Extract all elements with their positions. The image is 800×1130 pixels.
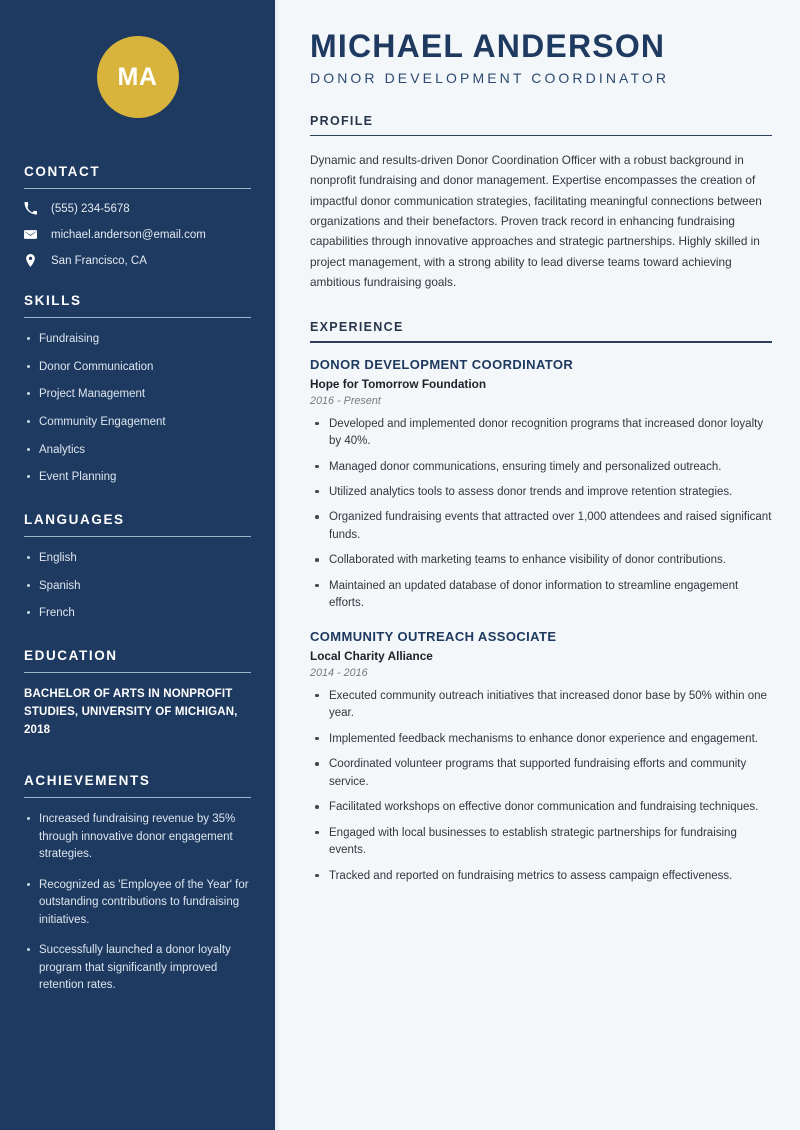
- avatar: [97, 36, 179, 118]
- sidebar-spacer: [24, 765, 251, 773]
- experience-entry: [310, 629, 772, 885]
- achievements-heading: ACHIEVEMENTS: [24, 773, 151, 789]
- achievements-divider: [24, 797, 251, 798]
- list-item: Executed community outreach initiatives that increased donor base by 50% within one year.: [310, 688, 772, 723]
- job-company: Local Charity Alliance: [310, 648, 433, 663]
- job-title: COMMUNITY OUTREACH ASSOCIATE: [310, 628, 557, 644]
- education-divider: [24, 672, 251, 673]
- list-item: Organized fundraising events that attracted over 1,000 attendees and raised significant funds.: [310, 509, 772, 544]
- achievements-section: [24, 773, 251, 994]
- list-item: English: [24, 550, 251, 567]
- list-item: Implemented feedback mechanisms to enhance donor experience and engagement.: [310, 731, 772, 748]
- list-item: Community Engagement: [24, 414, 251, 431]
- avatar-initials: MA: [117, 62, 158, 91]
- job-bullet-list: [310, 688, 772, 885]
- list-item: French: [24, 605, 251, 622]
- list-item: Tracked and reported on fundraising metrics to assess campaign effectiveness.: [310, 868, 772, 885]
- location-pin-icon: [24, 254, 42, 267]
- list-item: Facilitated workshops on effective donor communication and fundraising techniques.: [310, 799, 772, 816]
- contact-location-row[interactable]: [24, 254, 251, 267]
- profile-section: [310, 114, 772, 292]
- job-dates: 2016 - Present: [310, 394, 381, 407]
- education-entry: BACHELOR OF ARTS IN NONPROFIT STUDIES, UNIVERSITY OF MICHIGAN, 2018: [24, 688, 238, 736]
- contact-section: [24, 164, 251, 267]
- list-item: Collaborated with marketing teams to enhance visibility of donor contributions.: [310, 552, 772, 569]
- skills-list: [24, 331, 251, 486]
- list-item: Successfully launched a donor loyalty program that significantly improved retention rates.: [24, 942, 251, 994]
- job-company: Hope for Tomorrow Foundation: [310, 376, 487, 391]
- languages-divider: [24, 536, 251, 537]
- skills-section: [24, 293, 251, 486]
- phone-icon: [24, 202, 42, 215]
- list-item: Utilized analytics tools to assess donor trends and improve retention strategies.: [310, 484, 772, 501]
- list-item: Donor Communication: [24, 359, 251, 376]
- list-item: Spanish: [24, 578, 251, 595]
- list-item: Engaged with local businesses to establish strategic partnerships for fundraising events.: [310, 825, 772, 860]
- page-title: MICHAEL ANDERSON: [310, 28, 666, 64]
- contact-divider: [24, 188, 251, 189]
- experience-section: [310, 320, 772, 885]
- job-dates: 2014 - 2016: [310, 666, 368, 679]
- list-item: Maintained an updated database of donor information to streamline engagement efforts.: [310, 578, 772, 613]
- envelope-icon: [24, 228, 42, 241]
- list-item: Event Planning: [24, 469, 251, 486]
- contact-email-row[interactable]: [24, 228, 251, 241]
- job-title: DONOR DEVELOPMENT COORDINATOR: [310, 356, 574, 372]
- languages-heading: LANGUAGES: [24, 512, 125, 528]
- list-item: Analytics: [24, 442, 251, 459]
- achievements-list: [24, 811, 251, 994]
- list-item: Managed donor communications, ensuring timely and personalized outreach.: [310, 459, 772, 476]
- experience-heading: EXPERIENCE: [310, 320, 404, 335]
- list-item: Project Management: [24, 386, 251, 403]
- skills-divider: [24, 317, 251, 318]
- main-content: [278, 0, 800, 1130]
- languages-section: [24, 512, 251, 622]
- list-item: Developed and implemented donor recognition programs that increased donor loyalty by 40%.: [310, 416, 772, 451]
- education-heading: EDUCATION: [24, 648, 118, 664]
- avatar-container: [24, 0, 251, 164]
- list-item: Fundraising: [24, 331, 251, 348]
- languages-list: [24, 550, 251, 622]
- contact-location-value: San Francisco, CA: [51, 254, 147, 267]
- profile-heading: PROFILE: [310, 113, 374, 128]
- job-bullet-list: [310, 416, 772, 613]
- contact-email-value: michael.anderson@email.com: [51, 228, 206, 241]
- job-subtitle: DONOR DEVELOPMENT COORDINATOR: [310, 69, 670, 86]
- sidebar: [0, 0, 278, 1130]
- skills-heading: SKILLS: [24, 293, 82, 308]
- profile-divider: [310, 135, 772, 137]
- experience-entry: [310, 357, 772, 613]
- list-item: Recognized as 'Employee of the Year' for outstanding contributions to fundraising initiatives.: [24, 877, 251, 929]
- list-item: Coordinated volunteer programs that supported fundraising efforts and community service.: [310, 756, 772, 791]
- contact-heading: CONTACT: [24, 164, 101, 179]
- contact-phone-value: (555) 234-5678: [51, 202, 130, 215]
- contact-phone-row[interactable]: [24, 202, 251, 215]
- profile-text: Dynamic and results-driven Donor Coordination Officer with a robust background in nonprofit fundraising and donor management. Expertise encompasses the creation of impactful donor communication strategies, facilitating meaningful connections between organizations and their benefactors. Proven track record in enhancing fundraising capabilities through innovative approaches and strategic partnerships. Highly skilled in project management, with a strong ability to lead diverse teams toward achieving ambitious fundraising goals.: [310, 153, 762, 289]
- list-item: Increased fundraising revenue by 35% through innovative donor engagement strategies.: [24, 811, 251, 863]
- education-section: [24, 648, 251, 739]
- experience-divider: [310, 341, 772, 343]
